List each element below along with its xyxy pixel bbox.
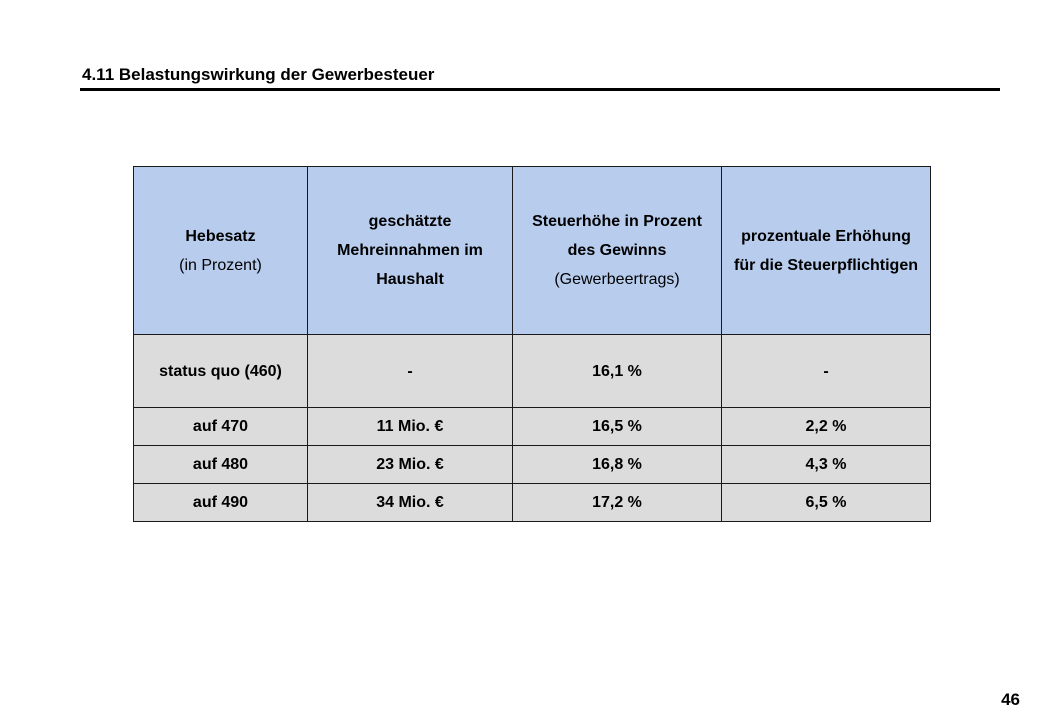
table-row	[134, 484, 931, 522]
column-header-erhoehung	[722, 167, 931, 335]
heading-divider	[80, 88, 1000, 91]
table-cell-erhoehung: 4,3 %	[722, 446, 931, 484]
table-cell-mehreinnahmen: 34 Mio. €	[308, 484, 513, 522]
table-cell-steuerhoehe: 16,5 %	[513, 408, 722, 446]
column-header-subtitle: (in Prozent)	[179, 256, 262, 274]
table-cell-hebesatz: auf 490	[134, 484, 308, 522]
table-cell-steuerhoehe: 16,1 %	[513, 335, 722, 408]
table-cell-hebesatz: status quo (460)	[134, 335, 308, 408]
tax-burden-table	[133, 166, 931, 522]
page-title: 4.11 Belastungswirkung der Gewerbesteuer	[82, 65, 435, 84]
table-cell-mehreinnahmen: -	[308, 335, 513, 408]
table-cell-steuerhoehe: 16,8 %	[513, 446, 722, 484]
column-header-hebesatz	[134, 167, 308, 335]
page-number: 46	[1001, 690, 1020, 709]
table-cell-steuerhoehe: 17,2 %	[513, 484, 722, 522]
table-cell-erhoehung: 2,2 %	[722, 408, 931, 446]
table-cell-mehreinnahmen: 23 Mio. €	[308, 446, 513, 484]
column-header-title: Hebesatz	[185, 227, 256, 245]
table-cell-erhoehung: 6,5 %	[722, 484, 931, 522]
table-row	[134, 408, 931, 446]
column-header-title: prozentuale Erhöhung für die Steuerpflichtigen	[733, 227, 918, 274]
column-header-subtitle: (Gewerbeertrags)	[554, 271, 680, 288]
table-cell-hebesatz: auf 470	[134, 408, 308, 446]
table-cell-erhoehung: -	[722, 335, 931, 408]
table-row	[134, 335, 931, 408]
table-header-row	[134, 167, 931, 335]
table-cell-mehreinnahmen: 11 Mio. €	[308, 408, 513, 446]
table-cell-hebesatz: auf 480	[134, 446, 308, 484]
table-row	[134, 446, 931, 484]
column-header-steuerhoehe	[513, 167, 722, 335]
column-header-title: Steuerhöhe in Prozent des Gewinns	[532, 213, 702, 259]
column-header-title: geschätzte Mehreinnahmen im Haushalt	[337, 213, 483, 288]
column-header-mehreinnahmen	[308, 167, 513, 335]
